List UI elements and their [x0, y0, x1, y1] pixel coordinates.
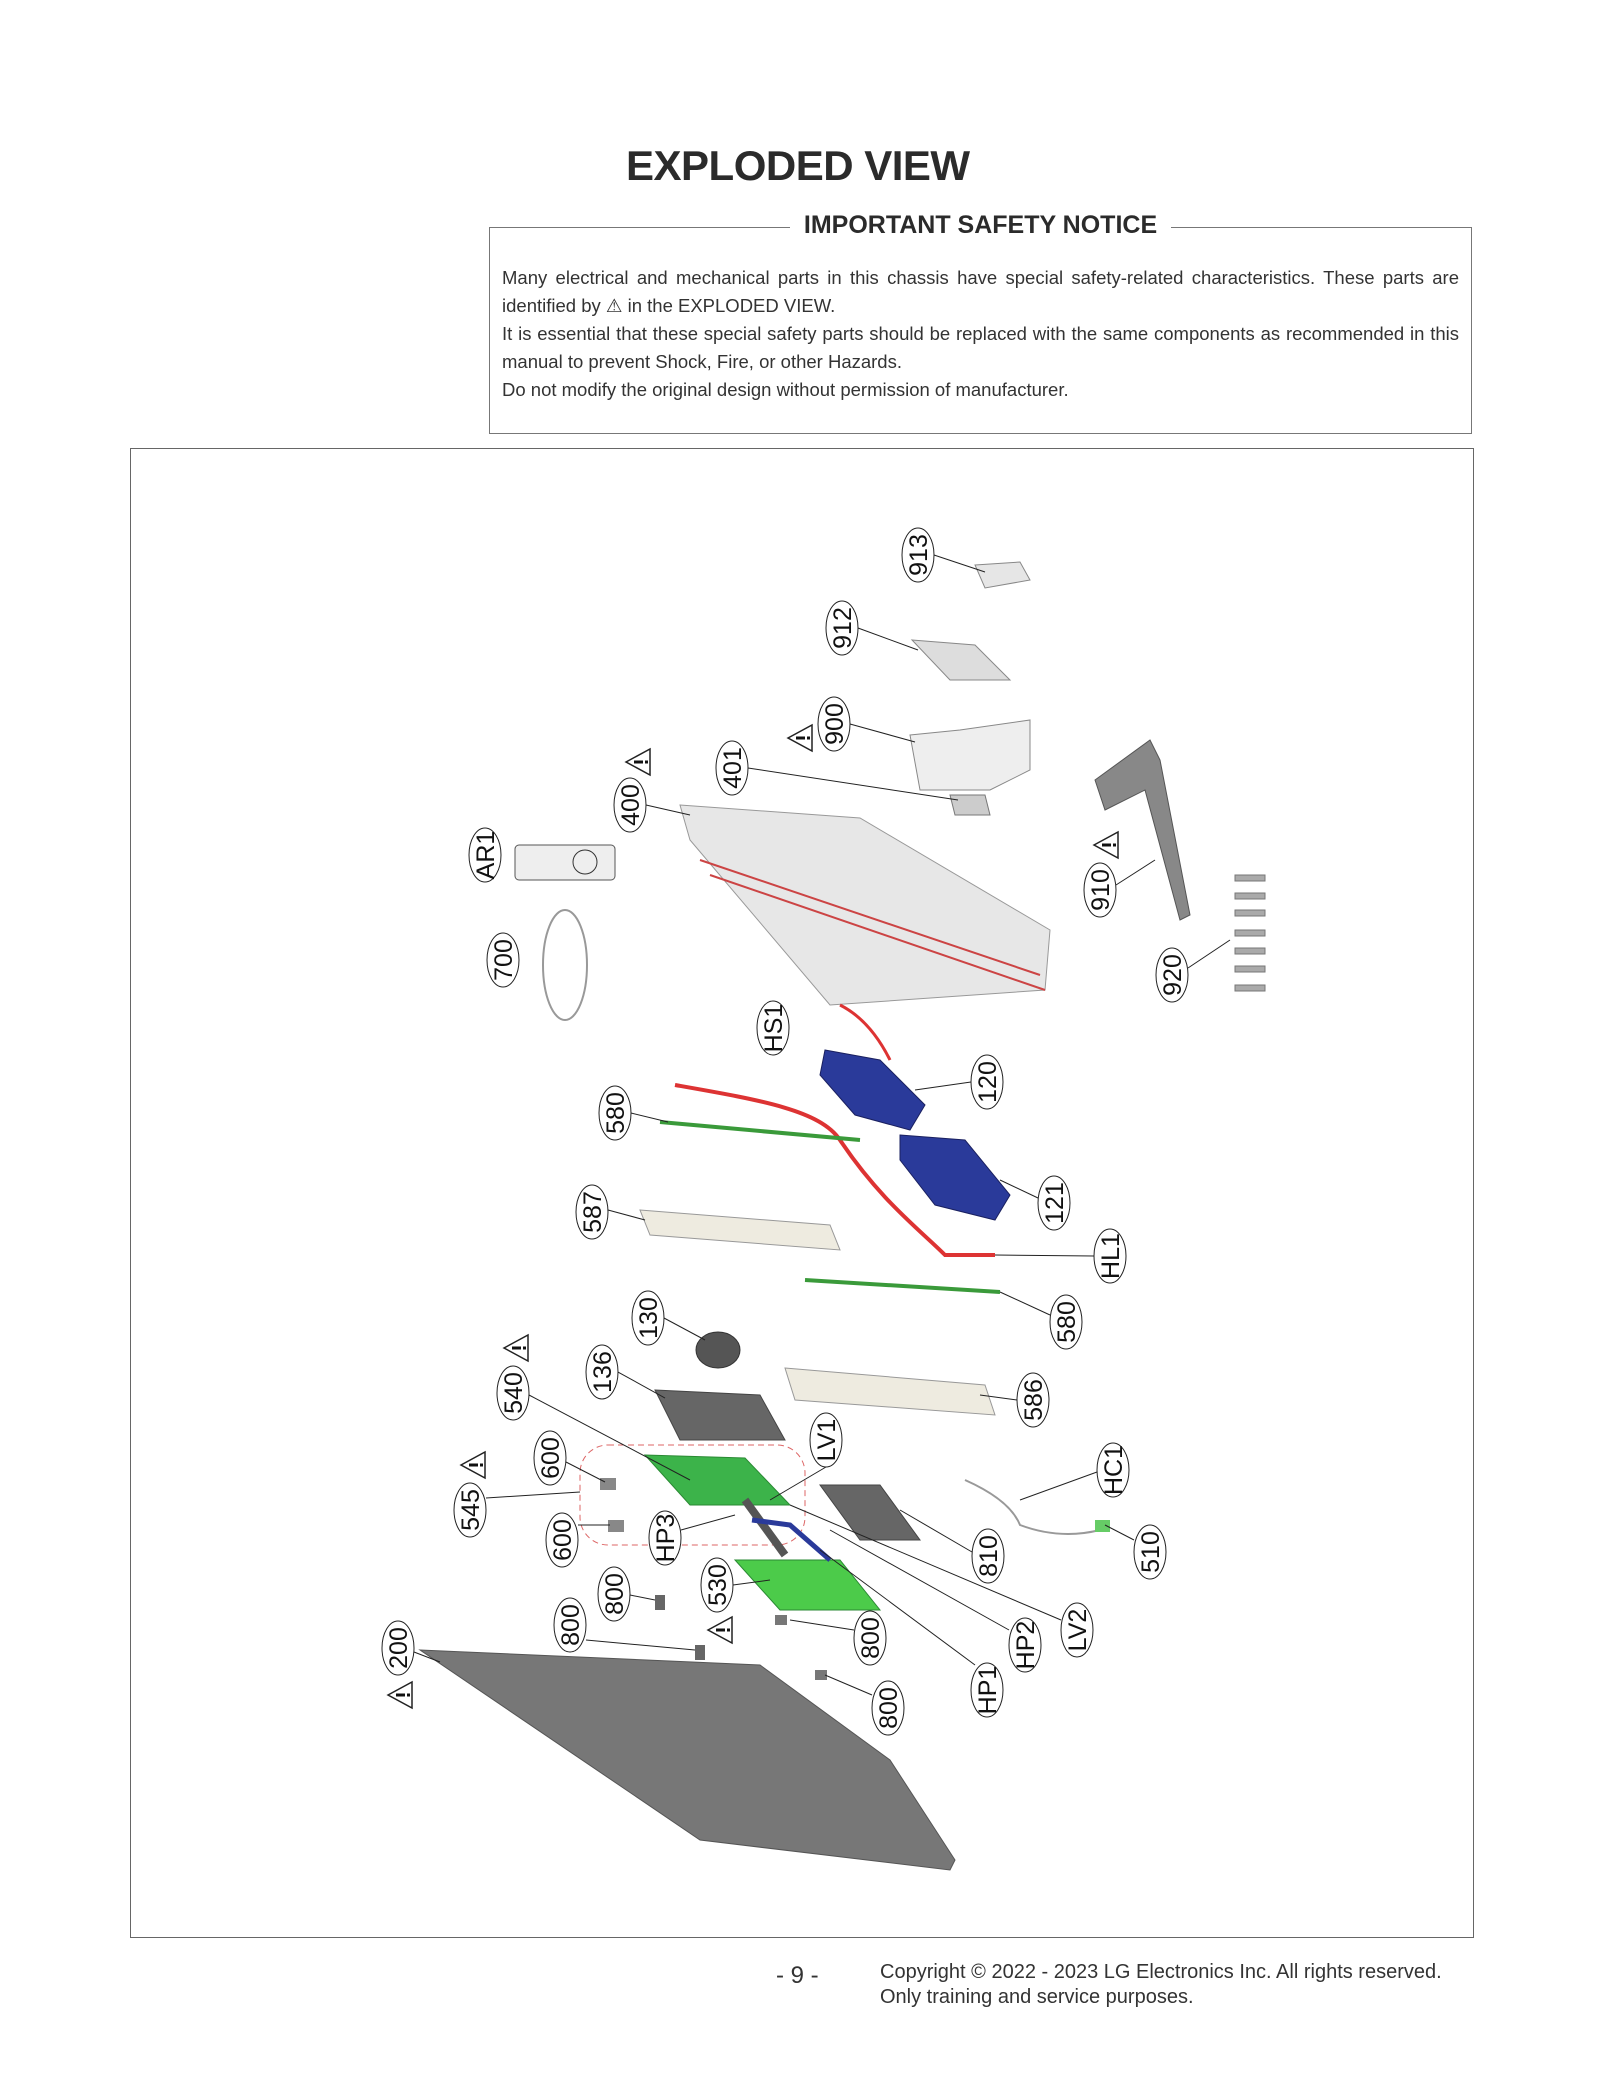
page-title: EXPLODED VIEW	[626, 142, 970, 189]
svg-text:800: 800	[557, 1604, 585, 1646]
svg-text:LV1: LV1	[813, 1418, 841, 1462]
safety-notice-title: IMPORTANT SAFETY NOTICE	[790, 211, 1171, 239]
svg-text:130: 130	[635, 1297, 663, 1339]
part-shapes	[420, 562, 1265, 1870]
copyright-line: Only training and service purposes.	[880, 1986, 1194, 2008]
svg-text:586: 586	[1020, 1379, 1048, 1421]
svg-text:LV2: LV2	[1064, 1608, 1092, 1652]
svg-text:HP1: HP1	[974, 1665, 1002, 1715]
svg-text:800: 800	[875, 1687, 903, 1729]
svg-text:136: 136	[589, 1351, 617, 1393]
notice-paragraph: Many electrical and mechanical parts in this chassis have special safety-related characteristics. These parts are identified by ⚠ in the EXPLODED VIEW.	[502, 267, 1459, 316]
svg-text:HL1: HL1	[1097, 1233, 1125, 1279]
svg-text:540: 540	[500, 1372, 528, 1414]
page-number: - 9 -	[776, 1962, 819, 1989]
svg-text:510: 510	[1137, 1531, 1165, 1573]
svg-text:HP2: HP2	[1012, 1620, 1040, 1670]
svg-text:800: 800	[857, 1617, 885, 1659]
svg-text:700: 700	[490, 939, 518, 981]
svg-text:121: 121	[1041, 1182, 1069, 1224]
svg-text:HP3: HP3	[652, 1513, 680, 1563]
svg-text:HS1: HS1	[760, 1003, 788, 1053]
callouts	[382, 528, 1230, 1735]
svg-text:200: 200	[385, 1627, 413, 1669]
svg-text:913: 913	[905, 534, 933, 576]
svg-text:600: 600	[549, 1519, 577, 1561]
svg-text:587: 587	[579, 1191, 607, 1233]
svg-text:401: 401	[719, 747, 747, 789]
svg-text:912: 912	[829, 607, 857, 649]
svg-text:800: 800	[601, 1573, 629, 1615]
svg-text:580: 580	[1053, 1301, 1081, 1343]
svg-text:AR1: AR1	[472, 830, 500, 880]
notice-paragraph: Do not modify the original design without permission of manufacturer.	[502, 379, 1069, 400]
copyright-line: Copyright © 2022 - 2023 LG Electronics Inc. All rights reserved.	[880, 1961, 1442, 1983]
svg-text:600: 600	[537, 1437, 565, 1479]
svg-text:HC1: HC1	[1100, 1444, 1128, 1496]
svg-text:910: 910	[1087, 869, 1115, 911]
svg-text:900: 900	[821, 703, 849, 745]
svg-text:120: 120	[974, 1061, 1002, 1103]
svg-text:400: 400	[617, 784, 645, 826]
svg-text:545: 545	[457, 1489, 485, 1531]
svg-text:530: 530	[704, 1564, 732, 1606]
svg-text:580: 580	[602, 1092, 630, 1134]
copyright	[880, 1960, 1442, 2010]
svg-text:810: 810	[975, 1535, 1003, 1577]
svg-text:920: 920	[1159, 954, 1187, 996]
notice-paragraph: It is essential that these special safety parts should be replaced with the same components as recommended in this manual to prevent Shock, Fire, or other Hazards.	[502, 323, 1459, 372]
